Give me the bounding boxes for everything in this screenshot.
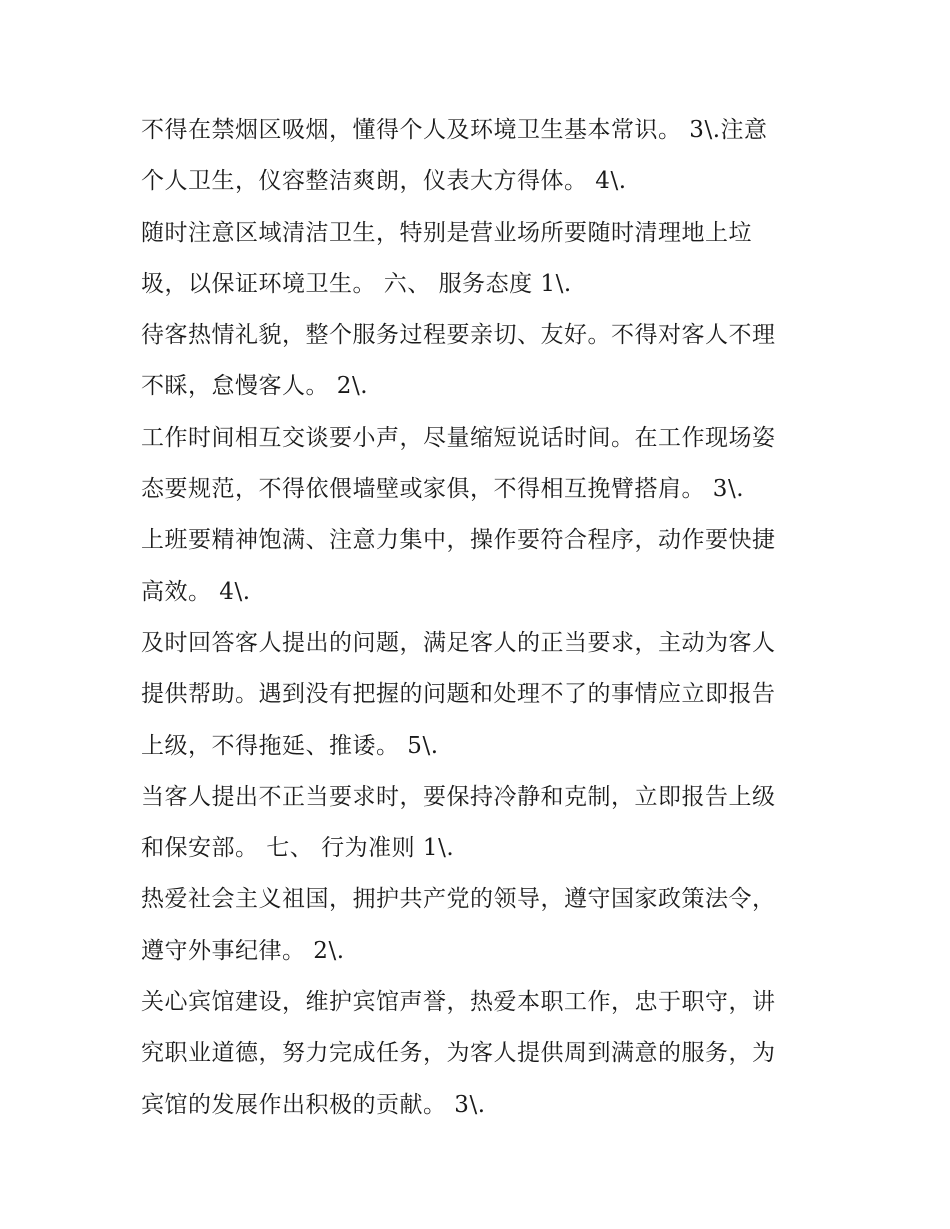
text-line: 宾馆的发展作出积极的贡献。 3\. <box>141 1091 486 1118</box>
text-line: 热爱社会主义祖国，拥护共产党的领导，遵守国家政策法令， <box>141 886 776 913</box>
text-line: 不得在禁烟区吸烟，懂得个人及环境卫生基本常识。 3\.注意 <box>141 117 768 143</box>
text-line: 当客人提出不正当要求时，要保持冷静和克制，立即报告上级 <box>141 783 776 810</box>
text-line: 究职业道德，努力完成任务，为客人提供周到满意的服务，为 <box>141 1040 776 1067</box>
text-line: 随时注意区域清洁卫生，特别是营业场所要随时清理地上垃 <box>141 219 752 246</box>
text-line: 高效。 4\. <box>141 578 251 605</box>
text-line: 上班要精神饱满、注意力集中，操作要符合程序，动作要快捷 <box>141 527 776 554</box>
text-line: 待客热情礼貌，整个服务过程要亲切、友好。不得对客人不理 <box>141 322 776 349</box>
text-line: 上级，不得拖延、推诿。 5\. <box>141 732 439 759</box>
text-line: 态要规范，不得依偎墙壁或家俱，不得相互挽臂搭肩。 3\. <box>141 476 745 503</box>
text-line: 圾，以保证环境卫生。 六、 服务态度 1\. <box>141 270 572 297</box>
text-line: 遵守外事纪律。 2\. <box>141 937 345 964</box>
text-line: 个人卫生，仪容整洁爽朗，仪表大方得体。 4\. <box>141 168 627 195</box>
text-line: 和保安部。 七、 行为准则 1\. <box>141 835 455 862</box>
text-line: 关心宾馆建设，维护宾馆声誉，热爱本职工作，忠于职守，讲 <box>141 989 776 1016</box>
text-line: 不睬，怠慢客人。 2\. <box>141 373 369 400</box>
text-line: 提供帮助。遇到没有把握的问题和处理不了的事情应立即报告 <box>141 681 776 708</box>
text-line: 及时回答客人提出的问题，满足客人的正当要求，主动为客人 <box>141 629 776 656</box>
text-line: 工作时间相互交谈要小声，尽量缩短说话时间。在工作现场姿 <box>141 424 776 451</box>
body-text <box>141 108 831 1134</box>
